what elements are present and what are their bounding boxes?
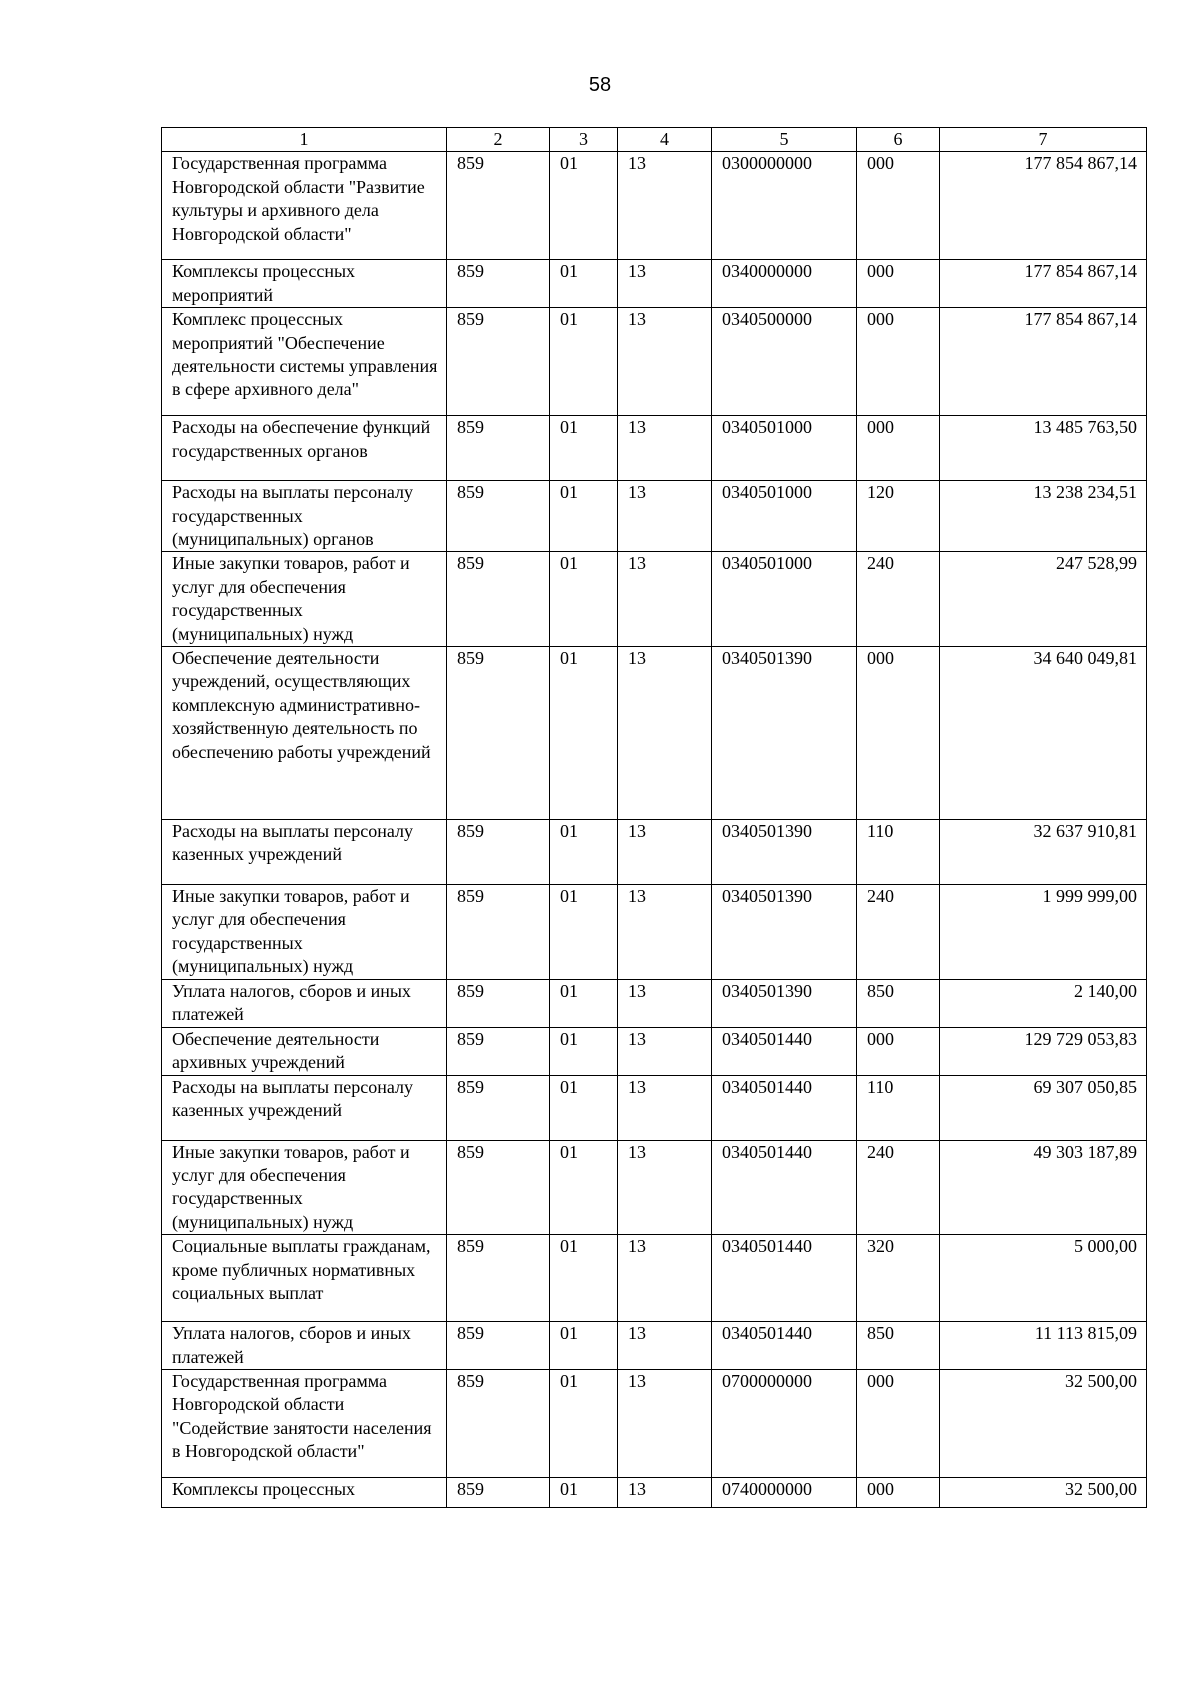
column-header-col-7: 7	[940, 128, 1147, 152]
subsection-code-cell: 13	[618, 552, 712, 647]
expense-name-cell: Уплата налогов, сборов и иных платежей	[162, 1322, 447, 1370]
section-code-cell: 01	[550, 885, 618, 980]
amount-cell: 177 854 867,14	[940, 308, 1147, 416]
expense-name-cell: Обеспечение деятельности учреждений, осуществляющих комплексную административно-хозяйственную деятельность по обеспечению работы учреждений	[162, 647, 447, 820]
table-row	[162, 647, 1147, 820]
target-article-code-cell: 0340501440	[712, 1075, 857, 1140]
target-article-code-cell: 0340000000	[712, 260, 857, 308]
ministry-code-cell: 859	[447, 416, 550, 481]
section-code-cell: 01	[550, 1075, 618, 1140]
expense-type-code-cell: 000	[857, 260, 940, 308]
ministry-code-cell: 859	[447, 308, 550, 416]
subsection-code-cell: 13	[618, 1477, 712, 1507]
expense-type-code-cell: 000	[857, 647, 940, 820]
table-row	[162, 979, 1147, 1027]
expense-type-code-cell: 850	[857, 979, 940, 1027]
amount-cell: 2 140,00	[940, 979, 1147, 1027]
ministry-code-cell: 859	[447, 1027, 550, 1075]
column-header-col-4: 4	[618, 128, 712, 152]
amount-cell: 69 307 050,85	[940, 1075, 1147, 1140]
expense-type-code-cell: 240	[857, 885, 940, 980]
section-code-cell: 01	[550, 647, 618, 820]
ministry-code-cell: 859	[447, 820, 550, 885]
expense-name-cell: Государственная программа Новгородской области "Развитие культуры и архивного дела Новгородской области"	[162, 152, 447, 260]
table-row	[162, 152, 1147, 260]
expense-name-cell: Расходы на выплаты персоналу казенных учреждений	[162, 1075, 447, 1140]
subsection-code-cell: 13	[618, 152, 712, 260]
column-header-col-3: 3	[550, 128, 618, 152]
subsection-code-cell: 13	[618, 820, 712, 885]
table-row	[162, 1369, 1147, 1477]
column-header-col-2: 2	[447, 128, 550, 152]
target-article-code-cell: 0340501440	[712, 1235, 857, 1322]
table-row	[162, 1075, 1147, 1140]
target-article-code-cell: 0340501440	[712, 1027, 857, 1075]
subsection-code-cell: 13	[618, 1322, 712, 1370]
amount-cell: 13 238 234,51	[940, 481, 1147, 552]
subsection-code-cell: 13	[618, 885, 712, 980]
expense-type-code-cell: 320	[857, 1235, 940, 1322]
column-header-col-5: 5	[712, 128, 857, 152]
subsection-code-cell: 13	[618, 308, 712, 416]
expense-name-cell: Комплексы процессных	[162, 1477, 447, 1507]
table-row	[162, 1322, 1147, 1370]
expense-name-cell: Обеспечение деятельности архивных учреждений	[162, 1027, 447, 1075]
expense-name-cell: Уплата налогов, сборов и иных платежей	[162, 979, 447, 1027]
target-article-code-cell: 0340501390	[712, 820, 857, 885]
subsection-code-cell: 13	[618, 647, 712, 820]
table-row	[162, 308, 1147, 416]
expense-type-code-cell: 240	[857, 552, 940, 647]
expense-type-code-cell: 110	[857, 1075, 940, 1140]
section-code-cell: 01	[550, 1369, 618, 1477]
amount-cell: 1 999 999,00	[940, 885, 1147, 980]
subsection-code-cell: 13	[618, 979, 712, 1027]
ministry-code-cell: 859	[447, 1075, 550, 1140]
column-header-col-1: 1	[162, 128, 447, 152]
table-row	[162, 1027, 1147, 1075]
subsection-code-cell: 13	[618, 1075, 712, 1140]
target-article-code-cell: 0300000000	[712, 152, 857, 260]
table-row	[162, 885, 1147, 980]
amount-cell: 247 528,99	[940, 552, 1147, 647]
page-number: 58	[588, 74, 612, 96]
ministry-code-cell: 859	[447, 885, 550, 980]
expense-type-code-cell: 000	[857, 416, 940, 481]
ministry-code-cell: 859	[447, 552, 550, 647]
expense-name-cell: Иные закупки товаров, работ и услуг для обеспечения государственных (муниципальных) нужд	[162, 552, 447, 647]
table-header	[162, 128, 1147, 152]
amount-cell: 129 729 053,83	[940, 1027, 1147, 1075]
amount-cell: 11 113 815,09	[940, 1322, 1147, 1370]
subsection-code-cell: 13	[618, 260, 712, 308]
section-code-cell: 01	[550, 1477, 618, 1507]
amount-cell: 177 854 867,14	[940, 260, 1147, 308]
expense-name-cell: Комплексы процессных мероприятий	[162, 260, 447, 308]
ministry-code-cell: 859	[447, 979, 550, 1027]
target-article-code-cell: 0340501000	[712, 552, 857, 647]
amount-cell: 49 303 187,89	[940, 1140, 1147, 1235]
amount-cell: 177 854 867,14	[940, 152, 1147, 260]
expense-name-cell: Расходы на обеспечение функций государственных органов	[162, 416, 447, 481]
ministry-code-cell: 859	[447, 152, 550, 260]
ministry-code-cell: 859	[447, 647, 550, 820]
expense-type-code-cell: 240	[857, 1140, 940, 1235]
subsection-code-cell: 13	[618, 481, 712, 552]
section-code-cell: 01	[550, 1235, 618, 1322]
expense-name-cell: Иные закупки товаров, работ и услуг для обеспечения государственных (муниципальных) нужд	[162, 1140, 447, 1235]
target-article-code-cell: 0340500000	[712, 308, 857, 416]
subsection-code-cell: 13	[618, 416, 712, 481]
table-body	[162, 152, 1147, 1508]
amount-cell: 32 637 910,81	[940, 820, 1147, 885]
subsection-code-cell: 13	[618, 1369, 712, 1477]
section-code-cell: 01	[550, 1322, 618, 1370]
expense-type-code-cell: 110	[857, 820, 940, 885]
expense-type-code-cell: 000	[857, 1027, 940, 1075]
section-code-cell: 01	[550, 979, 618, 1027]
target-article-code-cell: 0340501390	[712, 979, 857, 1027]
subsection-code-cell: 13	[618, 1235, 712, 1322]
expense-type-code-cell: 000	[857, 1477, 940, 1507]
expense-name-cell: Иные закупки товаров, работ и услуг для обеспечения государственных (муниципальных) нужд	[162, 885, 447, 980]
expense-name-cell: Расходы на выплаты персоналу государственных (муниципальных) органов	[162, 481, 447, 552]
target-article-code-cell: 0340501000	[712, 481, 857, 552]
ministry-code-cell: 859	[447, 1235, 550, 1322]
column-header-col-6: 6	[857, 128, 940, 152]
target-article-code-cell: 0740000000	[712, 1477, 857, 1507]
table-row	[162, 1235, 1147, 1322]
table-row	[162, 260, 1147, 308]
table-row	[162, 820, 1147, 885]
expense-type-code-cell: 850	[857, 1322, 940, 1370]
ministry-code-cell: 859	[447, 260, 550, 308]
amount-cell: 13 485 763,50	[940, 416, 1147, 481]
expense-type-code-cell: 000	[857, 152, 940, 260]
expense-name-cell: Расходы на выплаты персоналу казенных учреждений	[162, 820, 447, 885]
section-code-cell: 01	[550, 1140, 618, 1235]
amount-cell: 32 500,00	[940, 1477, 1147, 1507]
amount-cell: 5 000,00	[940, 1235, 1147, 1322]
expense-name-cell: Комплекс процессных мероприятий "Обеспечение деятельности системы управления в сфере архивного дела"	[162, 308, 447, 416]
expense-name-cell: Государственная программа Новгородской области "Содействие занятости населения в Новгородской области"	[162, 1369, 447, 1477]
amount-cell: 34 640 049,81	[940, 647, 1147, 820]
subsection-code-cell: 13	[618, 1140, 712, 1235]
target-article-code-cell: 0340501440	[712, 1140, 857, 1235]
table-row	[162, 1140, 1147, 1235]
ministry-code-cell: 859	[447, 481, 550, 552]
header-row	[162, 128, 1147, 152]
section-code-cell: 01	[550, 820, 618, 885]
target-article-code-cell: 0340501390	[712, 885, 857, 980]
section-code-cell: 01	[550, 552, 618, 647]
section-code-cell: 01	[550, 152, 618, 260]
target-article-code-cell: 0700000000	[712, 1369, 857, 1477]
section-code-cell: 01	[550, 416, 618, 481]
section-code-cell: 01	[550, 260, 618, 308]
expense-name-cell: Социальные выплаты гражданам, кроме публичных нормативных социальных выплат	[162, 1235, 447, 1322]
expense-type-code-cell: 120	[857, 481, 940, 552]
ministry-code-cell: 859	[447, 1322, 550, 1370]
section-code-cell: 01	[550, 1027, 618, 1075]
ministry-code-cell: 859	[447, 1369, 550, 1477]
table-row	[162, 416, 1147, 481]
target-article-code-cell: 0340501000	[712, 416, 857, 481]
expense-type-code-cell: 000	[857, 1369, 940, 1477]
ministry-code-cell: 859	[447, 1140, 550, 1235]
table-row	[162, 481, 1147, 552]
table-row	[162, 552, 1147, 647]
target-article-code-cell: 0340501390	[712, 647, 857, 820]
expense-type-code-cell: 000	[857, 308, 940, 416]
subsection-code-cell: 13	[618, 1027, 712, 1075]
budget-table	[161, 127, 1147, 1508]
section-code-cell: 01	[550, 481, 618, 552]
section-code-cell: 01	[550, 308, 618, 416]
table-row	[162, 1477, 1147, 1507]
target-article-code-cell: 0340501440	[712, 1322, 857, 1370]
amount-cell: 32 500,00	[940, 1369, 1147, 1477]
ministry-code-cell: 859	[447, 1477, 550, 1507]
